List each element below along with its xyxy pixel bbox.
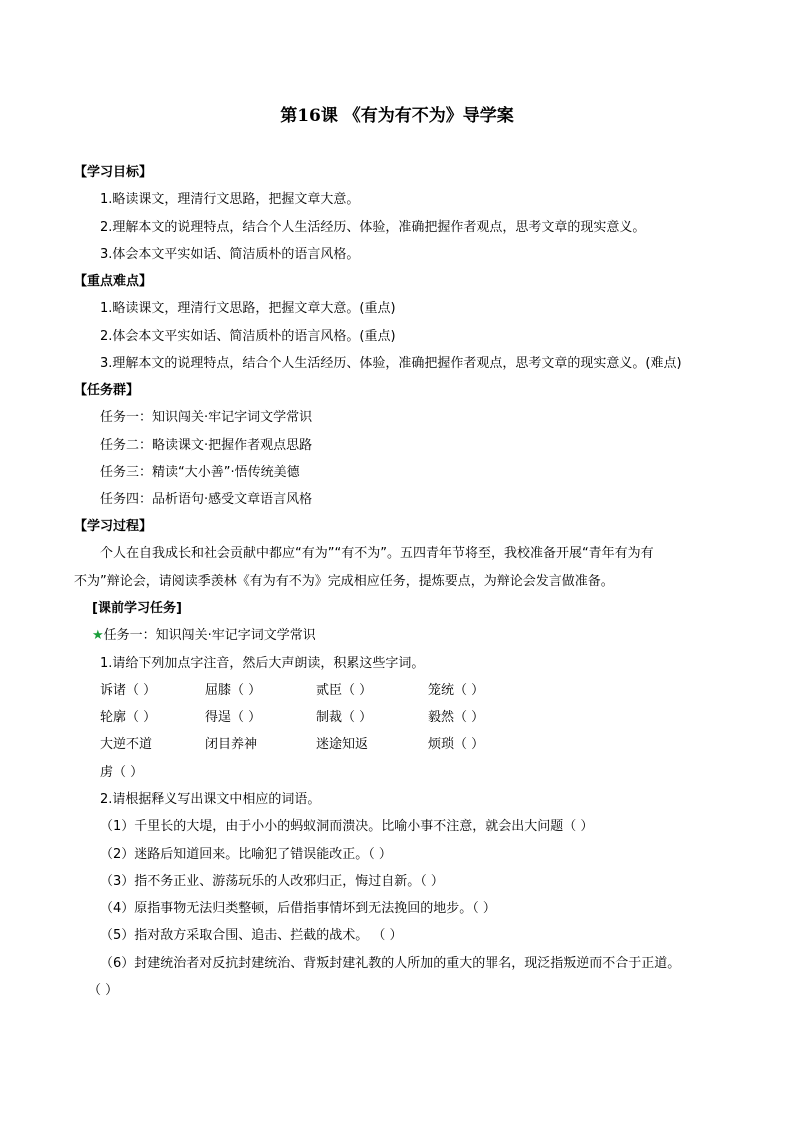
objectives-header: 【学习目标】 [74, 165, 153, 180]
definition-6-blank: （ ） [88, 983, 119, 998]
task-item-4: 任务四：品析语句·感受文章语言风格 [100, 492, 313, 507]
word-cell: 闭目养神 [205, 737, 258, 752]
word-cell: 屈膝（ ） [205, 683, 262, 698]
word-cell: 得逞（ ） [205, 710, 262, 725]
word-cell: 大逆不道 [100, 737, 153, 752]
word-cell: 笼统（ ） [428, 683, 485, 698]
task-item-3: 任务三：精读“大小善”·悟传统美德 [100, 465, 300, 480]
task1-heading [92, 627, 316, 645]
page-title: 第16课 《有为有不为》导学案 [280, 106, 514, 126]
word-cell: 轮廓（ ） [100, 710, 157, 725]
word-cell: 毅然（ ） [428, 710, 485, 725]
task-item-2: 任务二：略读课文·把握作者观点思路 [100, 438, 313, 453]
word-cell: 贰臣（ ） [316, 683, 373, 698]
word-cell: 烦琐（ ） [428, 737, 485, 752]
word-cell: 虏（ ） [100, 765, 144, 780]
tasks-header: 【任务群】 [74, 383, 140, 398]
key-point-item-1: 1.略读课文，理清行文思路，把握文章大意。(重点) [100, 301, 396, 316]
definition-item-1: （1）千里长的大堤，由于小小的蚂蚁洞而溃决。比喻小事不注意，就会出大问题（ ） [100, 819, 594, 834]
word-cell: 迷途知返 [316, 737, 369, 752]
word-cell: 制裁（ ） [316, 710, 373, 725]
star-icon: ★ [92, 628, 104, 643]
task1-title: 任务一：知识闯关·牢记字词文学常识 [103, 628, 316, 643]
key-point-item-2: 2.体会本文平实如话、简洁质朴的语言风格。(重点) [100, 329, 396, 344]
question-2: 2.请根据释义写出课文中相应的词语。 [100, 792, 321, 807]
question-1: 1.请给下列加点字注音，然后大声朗读，积累这些字词。 [100, 656, 425, 671]
key-points-header: 【重点难点】 [74, 274, 153, 289]
process-header: 【学习过程】 [74, 519, 153, 534]
word-cell: 诉诸（ ） [100, 683, 157, 698]
definition-item-5: （5）指对敌方采取合围、追击、拦截的战术。 （ ） [100, 928, 403, 943]
process-intro-line-2: 不为”辩论会，请阅读季羡林《有为有不为》完成相应任务，提炼要点，为辩论会发言做准备。 [74, 574, 614, 589]
definition-item-6: （6）封建统治者对反抗封建统治、背叛封建礼教的人所加的重大的罪名，现泛指叛逆而不合于正道。 [100, 956, 681, 971]
objective-item-3: 3.体会本文平实如话、简洁质朴的语言风格。 [100, 247, 360, 262]
key-point-item-3: 3.理解本文的说理特点，结合个人生活经历、体验，准确把握作者观点，思考文章的现实意义。(难点) [100, 356, 682, 371]
definition-item-3: （3）指不务正业、游荡玩乐的人改邪归正，悔过自新。（ ） [100, 874, 444, 889]
process-intro-line-1: 个人在自我成长和社会贡献中都应“有为”“有不为”。五四青年节将至，我校准备开展“青年有为有 [100, 546, 654, 561]
objective-item-1: 1.略读课文，理清行文思路，把握文章大意。 [100, 192, 360, 207]
objective-item-2: 2.理解本文的说理特点，结合个人生活经历、体验，准确把握作者观点，思考文章的现实意义。 [100, 220, 646, 235]
definition-item-4: （4）原指事物无法归类整顿，后借指事情坏到无法挽回的地步。（ ） [100, 901, 496, 916]
task-item-1: 任务一：知识闯关·牢记字词文学常识 [100, 410, 313, 425]
pre-class-heading: [课前学习任务] [92, 601, 182, 616]
definition-item-2: （2）迷路后知道回来。比喻犯了错误能改正。（ ） [100, 847, 392, 862]
